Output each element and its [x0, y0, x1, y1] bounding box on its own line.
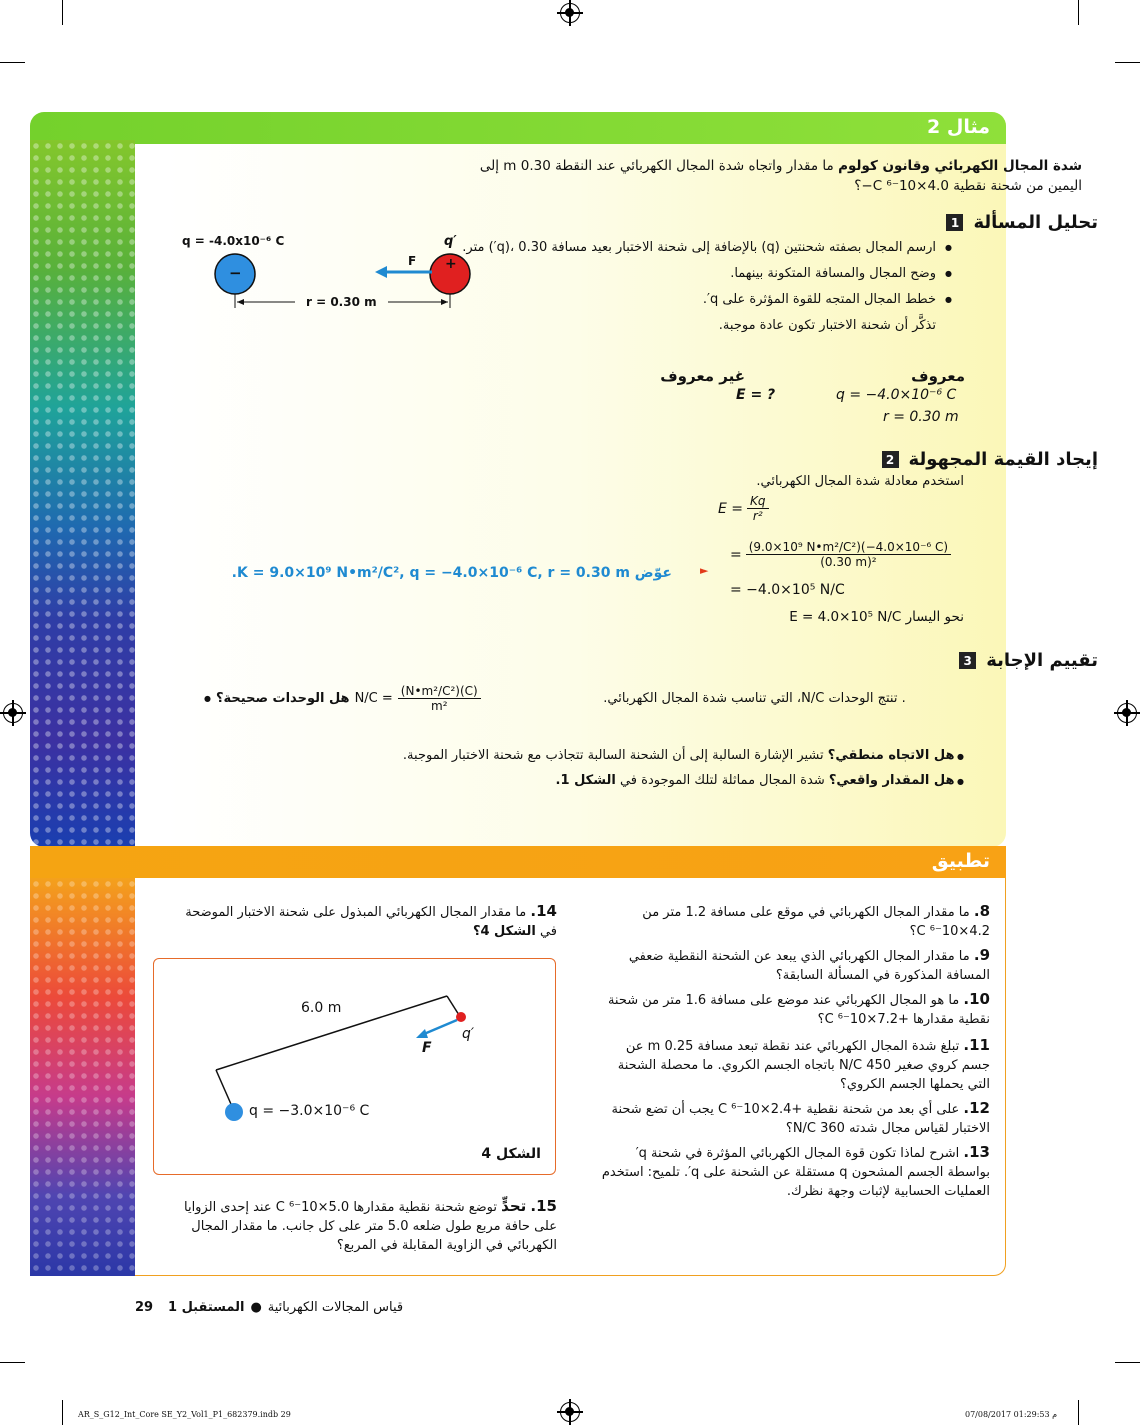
figure-4-force: F [422, 1040, 432, 1056]
unknown-heading: غير معروف [660, 367, 745, 385]
question-15 [167, 1197, 557, 1255]
question-text: ما هو المجال الكهربائي عند موضع على مسافة 1.6 متر من شحنة نقطية مقدارها +7.2×10⁻⁶ C؟ [607, 993, 990, 1027]
step-number: 2 [882, 451, 899, 468]
page-number: 29 [135, 1300, 154, 1315]
figure-4-caption: الشكل 4 [481, 1146, 541, 1162]
chapter-label: المستقبل 1 [168, 1300, 245, 1315]
units-question: هل الوحدات صحيحة؟ [215, 691, 350, 706]
step-3-bullet-direction [403, 748, 964, 763]
question-text: ما مقدار المجال الكهربائي في موقع على مسافة 1.2 متر من 4.2×10⁻⁶ C؟ [642, 905, 990, 939]
formula-denominator: r² [752, 509, 763, 523]
crop-mark [1078, 0, 1079, 25]
step-1-heading [946, 212, 1098, 233]
figure-reference: الشكل 1. [555, 773, 616, 788]
bullet-icon: ● [954, 752, 964, 761]
intro-text: ما مقدار واتجاه شدة المجال الكهربائي عند النقطة 0.30 m إلى اليمين من شحنة نقطية C ⁶⁻10×4.0−؟ [479, 158, 1082, 194]
step-1-bullets [380, 238, 950, 342]
charge-qprime-label: q′ [444, 234, 457, 249]
question-text: تبلغ شدة المجال الكهربائي عند نقطة تبعد مسافة 0.25 m عن جسم كروي صغير 450 N/C باتجاه الجسم الكروي. ما محصلة الشحنة التي يحملها الجسم الكروي؟ [617, 1039, 990, 1092]
running-footer [168, 1300, 403, 1315]
question-11 [600, 1036, 990, 1094]
registration-mark-icon [560, 3, 580, 23]
question-14 [167, 902, 557, 941]
minus-sign: − [229, 264, 242, 282]
question-number: 13. [963, 1143, 990, 1161]
decorative-band [30, 878, 135, 1276]
question-number: 14. [530, 902, 557, 920]
question-8 [600, 902, 990, 941]
crop-mark [1078, 1400, 1079, 1425]
crop-mark [0, 62, 25, 63]
question-text: على أي بعد من شحنة نقطية +2.4×10⁻⁶ C يجب أن تضع شحنة الاختبار لقياس مجال شدته 360 N/C؟ [611, 1102, 990, 1136]
point-charge-icon [225, 1103, 243, 1121]
units-denominator: m² [431, 699, 448, 713]
step-number: 3 [959, 652, 976, 669]
substitution-numerator: (9.0×10⁹ N•m²/C²)(−4.0×10⁻⁶ C) [746, 540, 951, 555]
step-title: تحليل المسألة [973, 212, 1098, 233]
question-text: اشرح لماذا تكون قوة المجال الكهربائي المؤثرة في شحنة q′ بواسطة الجسم المشحون q مستقلة عن الشحنة على q′. تلميح: استخدم العمليات الحسابية لإثبات وجهة نظرك. [601, 1146, 990, 1199]
units-eq-lhs: N/C = [354, 691, 393, 706]
substitution-eq [730, 540, 951, 569]
challenge-label: تحدٍّ [501, 1197, 527, 1215]
substitution-fraction [746, 540, 951, 569]
bullet-icon: ● [204, 694, 211, 703]
question-number: 9. [973, 946, 990, 964]
slug-left: AR_S_G12_Int_Core SE_Y2_Vol1_P1_682379.indb 29 [78, 1410, 291, 1419]
formula-e [718, 494, 769, 523]
known-q: q = −4.0×10⁻⁶ C [836, 387, 957, 403]
step-3-bullet-units [204, 684, 964, 713]
practice-header [30, 846, 1006, 878]
magnitude-text: شدة المجال مماثلة لتلك الموجودة في [619, 773, 825, 788]
question-9 [600, 946, 990, 985]
question-text: ما مقدار المجال الكهربائي الذي يبعد عن الشحنة النقطية ضعفي المسافة المذكورة في المسألة السابقة؟ [628, 949, 990, 983]
list-item: ● خطط المجال المتجه للقوة المؤثرة على q′. [380, 290, 950, 309]
question-number: 12. [963, 1099, 990, 1117]
question-13 [600, 1143, 990, 1201]
figure-4-diagram [154, 959, 554, 1173]
question-10 [600, 990, 990, 1029]
list-item: تذكَّر أن شحنة الاختبار تكون عادة موجبة. [718, 318, 936, 333]
question-number: 15. [530, 1197, 557, 1215]
bullet-icon: ● [954, 777, 964, 786]
question-12 [600, 1099, 990, 1138]
figure-4-distance: 6.0 m [301, 1000, 342, 1016]
figure-4 [153, 958, 556, 1175]
list-item: ● وضح المجال والمسافة المتكونة بينهما. [380, 264, 950, 283]
step-title: إيجاد القيمة المجهولة [908, 449, 1098, 470]
crop-mark [1115, 62, 1140, 63]
known-heading: معروف [911, 367, 965, 385]
example-intro [442, 156, 1082, 196]
question-text: توضع شحنة نقطية مقدارها 5.0×10⁻⁶ C عند إحدى الزوايا على حافة مربع طول ضلعه 5.0 متر على كل جانب. ما مقدار المجال الكهربائي في الزاوية المقابلة في المربع؟ [183, 1200, 557, 1253]
unknown-e: E = ? [736, 387, 776, 403]
footer-separator: ● [250, 1300, 262, 1315]
intro-bold: شدة المجال الكهربائي وقانون كولوم [838, 158, 1082, 174]
plus-sign: + [445, 256, 457, 272]
slug-right: 07/08/2017 01:29:53 م [965, 1410, 1058, 1419]
distance-label: r = 0.30 m [306, 295, 377, 309]
substitute-note: عوّض K = 9.0×10⁹ N•m²/C², q = −4.0×10⁻⁶ C, r = 0.30 m. [231, 565, 672, 581]
question-number: 11. [963, 1036, 990, 1054]
formula-lhs: E = [718, 500, 744, 517]
dimension-arrow-icon [237, 299, 244, 305]
crop-mark [1115, 1362, 1140, 1363]
step-3-heading [959, 650, 1098, 671]
step-2-heading [882, 449, 1098, 470]
practice-title: تطبيق [931, 850, 990, 872]
known-r: r = 0.30 m [883, 409, 959, 425]
step-title: تقييم الإجابة [986, 650, 1098, 671]
step-number: 1 [946, 214, 963, 231]
formula-numerator: Kq [747, 494, 769, 509]
section-label: قياس المجالات الكهربائية [267, 1300, 404, 1315]
equals-sign: = [730, 546, 742, 563]
units-numerator: (N•m²/C²)(C) [398, 684, 481, 699]
formula-fraction [747, 494, 769, 523]
magnitude-question: هل المقدار واقعي؟ [828, 773, 955, 788]
question-number: 8. [973, 902, 990, 920]
arrow-icon: ► [700, 564, 709, 577]
extension-line-icon [447, 996, 459, 1015]
test-charge-icon [456, 1012, 466, 1022]
decorative-band [30, 140, 135, 847]
direction-text: تشير الإشارة السالبة إلى أن الشحنة السالبة تتجاذب مع شحنة الاختبار الموجبة. [402, 748, 824, 763]
charge-q-label: q = -4.0x10⁻⁶ C [182, 234, 285, 248]
units-text: . تنتج الوحدات N/C، التي تناسب شدة المجال الكهربائي. [603, 690, 906, 706]
figure-reference: الشكل 4؟ [472, 924, 536, 939]
crop-mark [62, 0, 63, 25]
registration-mark-icon [560, 1402, 580, 1422]
figure-4-charge: q = −3.0×10⁻⁶ C [249, 1103, 370, 1119]
units-fraction [398, 684, 481, 713]
crop-mark [62, 1400, 63, 1425]
example-header [30, 112, 1006, 144]
direction-question: هل الاتجاه منطقي؟ [827, 748, 955, 763]
step-2-instruction: استخدم معادلة شدة المجال الكهربائي. [756, 474, 964, 489]
list-item: ● ارسم المجال بصفته شحنتين (q) بالإضافة إلى شحنة الاختبار بعيد مسافة 0.30 ،(q′) متر. [380, 238, 950, 257]
force-arrow-icon [424, 1020, 457, 1034]
example-title: مثال 2 [927, 116, 990, 138]
crop-mark [0, 1362, 25, 1363]
registration-mark-icon [1117, 703, 1137, 723]
final-answer: E = 4.0×10⁵ N/C نحو اليسار [789, 609, 964, 625]
substitution-denominator: (0.30 m)² [820, 555, 877, 569]
figure-4-qprime: q′ [462, 1026, 475, 1042]
force-arrowhead-icon [416, 1029, 428, 1038]
step-3-bullet-magnitude [556, 773, 964, 788]
force-label: F [408, 254, 417, 268]
question-text: ما مقدار المجال الكهربائي المبذول على شحنة الاختبار الموضحة في [185, 905, 557, 939]
registration-mark-icon [3, 703, 23, 723]
question-number: 10. [963, 990, 990, 1008]
result-line: = −4.0×10⁵ N/C [730, 582, 845, 598]
